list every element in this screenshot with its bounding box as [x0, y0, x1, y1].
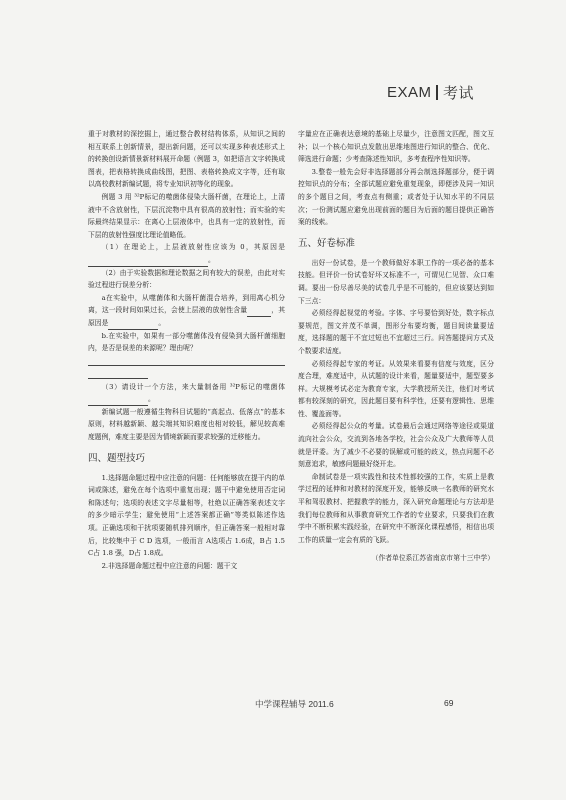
left-column: [88, 128, 285, 572]
question-2b: b.在实验中，如果有一部分噬菌体没有侵染到大肠杆菌细胞内，是否是误差的来源呢？理由呢？: [88, 331, 285, 353]
answer-blank: [247, 307, 271, 317]
left-paragraph-nonchoice: 2.非选择题命题过程中应注意的问题：题干文: [101, 561, 238, 570]
right-paragraph-2: 3.整卷一般先会好非选择题部分再会制选择题部分，便于调控知识点的分布；全部试题应避免重复现象，即便涉及同一知识的多个题目之间，考查点有侧重；或者处于认知水平的不同层次；一份测试题应避免出现前面的题目为后面的题目提供正确答案的线索。: [298, 167, 494, 227]
question-2a-text: a在实验中，从噬菌体和大肠杆菌混合培养，到用离心机分离，这一段时间如果过长，会使上层液的放射性含量: [88, 293, 285, 315]
answer-blank: [108, 320, 158, 330]
question-2: （2）由于实验数据和理论数据之间有较大的误差，由此对实验过程进行误差分析：: [88, 268, 285, 290]
question-2a: a在实验中，从噬菌体和大肠杆菌混合培养，到用离心机分离，这一段时间如果过长，会使上层液的放射性含量 ，其原因是 。: [88, 292, 285, 330]
header-divider: [436, 85, 438, 100]
right-paragraph-1: 字量应在正确表达意境的基础上尽量少，注意图文匹配，图文互补；以一个核心知识点发散出思维地图进行知识的整合、优化、筛选进行命题；少考查陈述性知识，多考查程序性知识等。: [298, 130, 494, 164]
header-en: EXAM: [386, 84, 432, 101]
question-3: （3）请设计一个方法，来大量制备用 ³²P标记的噬菌体。: [88, 381, 285, 406]
answer-blank: [88, 396, 148, 406]
answer-blank: [88, 257, 208, 267]
answer-line: [88, 355, 285, 366]
answer-line: [88, 368, 148, 379]
question-1-text: （1）在理论上，上层液放射性应该为 0，其原因是: [101, 243, 285, 252]
page-number: 69: [444, 698, 454, 708]
section-heading-5: 五、好卷标准: [298, 237, 356, 249]
section-heading-4: 四、题型技巧: [88, 452, 146, 464]
left-paragraph-1: 重于对教材的深挖掘上，通过整合教材结构体系，从知识之间的相互联系上创新情景，提出新问题，还可以实现多种表述形式上的转换创设新情景新材料展开命题（例题 3，如把语言文字转换成图表，把表格转换成曲线图，把图、表格转换成文字等，还有取以高校教材新编试题，将专业知识初等化的现象。: [88, 130, 285, 189]
question-1: （1）在理论上，上层液放射性应该为 0，其原因是。: [88, 241, 285, 266]
journal-name: 中学课程辅导 2011.6: [255, 699, 334, 709]
author-affiliation: （作者单位系江苏省南京市第十三中学）: [371, 554, 494, 563]
right-paragraph-5: 必须经得起专家的考证。从效果来看要有信度与效度，区分度合理，难度适中，从试题的设计来看，题量要适中，题型要多样。大规模考试必定为教育专家，大学教授所关注，他们对考试都有较深刻的研究，因此题目要有科学性，还要有逻辑性、思维性、覆盖面等。: [298, 359, 494, 418]
question-3-text: （3）请设计一个方法，来大量制备用 ³²P标记的噬菌体: [101, 382, 285, 391]
right-paragraph-6: 必须经得起公众的考量。试卷最后会通过网络等途径或渠道流向社会公众，交流到各地各学校，社会公众及广大教师等人员就是评委。为了减少不必要的误解或可能的歧义，热点问题不必刻意追求，敏感问题最好绕开走。: [298, 422, 494, 469]
question-2a-tail: ，其原因是: [88, 306, 286, 327]
right-paragraph-3: 出好一份试卷，是一个教师做好本职工作的一项必备的基本技能。但评价一份试卷好坏又标准不一，可谓见仁见智、众口难调。要出一份尽善尽美的试卷几乎是不可能的，但应该要达到如下三点：: [298, 258, 494, 305]
section-header: [387, 82, 474, 103]
left-paragraph-choice: 1.选择题命题过程中应注意的问题：任何能够放在提干内的单词或陈述，避免在每个选项中重复出现；题干中避免使用否定词和陈述句；选项的表述文字尽量相等，杜绝以正确答案表述文字的多少暗示学生；避免使用“上述答案都正确”等类似陈述作选项。正确选项和干扰项要随机排列顺序，但正确答案一般相对靠后，比较集中于 C D 选项，一般而言 A选项占 1.6成，B占 1.5 C占 1.8 强，D占 1.8成。: [88, 473, 285, 558]
right-paragraph-4: 必须经得起视觉的考验。字体、字号要恰到好处，数字标点要规范，图文并茂不单调，图形分布要均衡，题目间读量要适度，选择题的题干不宜过短也不宜超过三行。问答题提问方式及个数要求适度。: [298, 309, 494, 355]
right-column: [298, 128, 494, 565]
left-paragraph-new-questions: 新编试题一般遵循生物科目试题的“高起点、低落点”的基本原则，材料越新颖、越尖端其知识难度也相对较低，解见较高难度题例，难度主要是因为情境新颖而要求较强的迁移能力。: [88, 407, 285, 442]
right-paragraph-7: 命制试卷是一项实践性和技术性都较强的工作，实质上是教学过程的延伸和对教材的深度开发，能够反映一名教师的研究水平和驾驭教材、把握教学的能力，深入研究命题理论与方法却是我们每位教师和从事教育研究工作者的专业要求，只要我们在教学中不断积累实践经验，在研究中不断深化课程感悟，相信出项工作的质量一定会有质的飞跃。: [298, 472, 494, 544]
example-3-text: 例题 3 用 ³²P标记的噬菌体侵染大肠杆菌，在理论上，上清液中不含放射性，下层沉淀物中具有很高的放射性；而实验的实际最终结果显示：在离心上层液体中，也具有一定的放射性，而下层的放射性强度比理论值略低。: [88, 192, 285, 239]
header-zh: 考试: [442, 85, 474, 102]
